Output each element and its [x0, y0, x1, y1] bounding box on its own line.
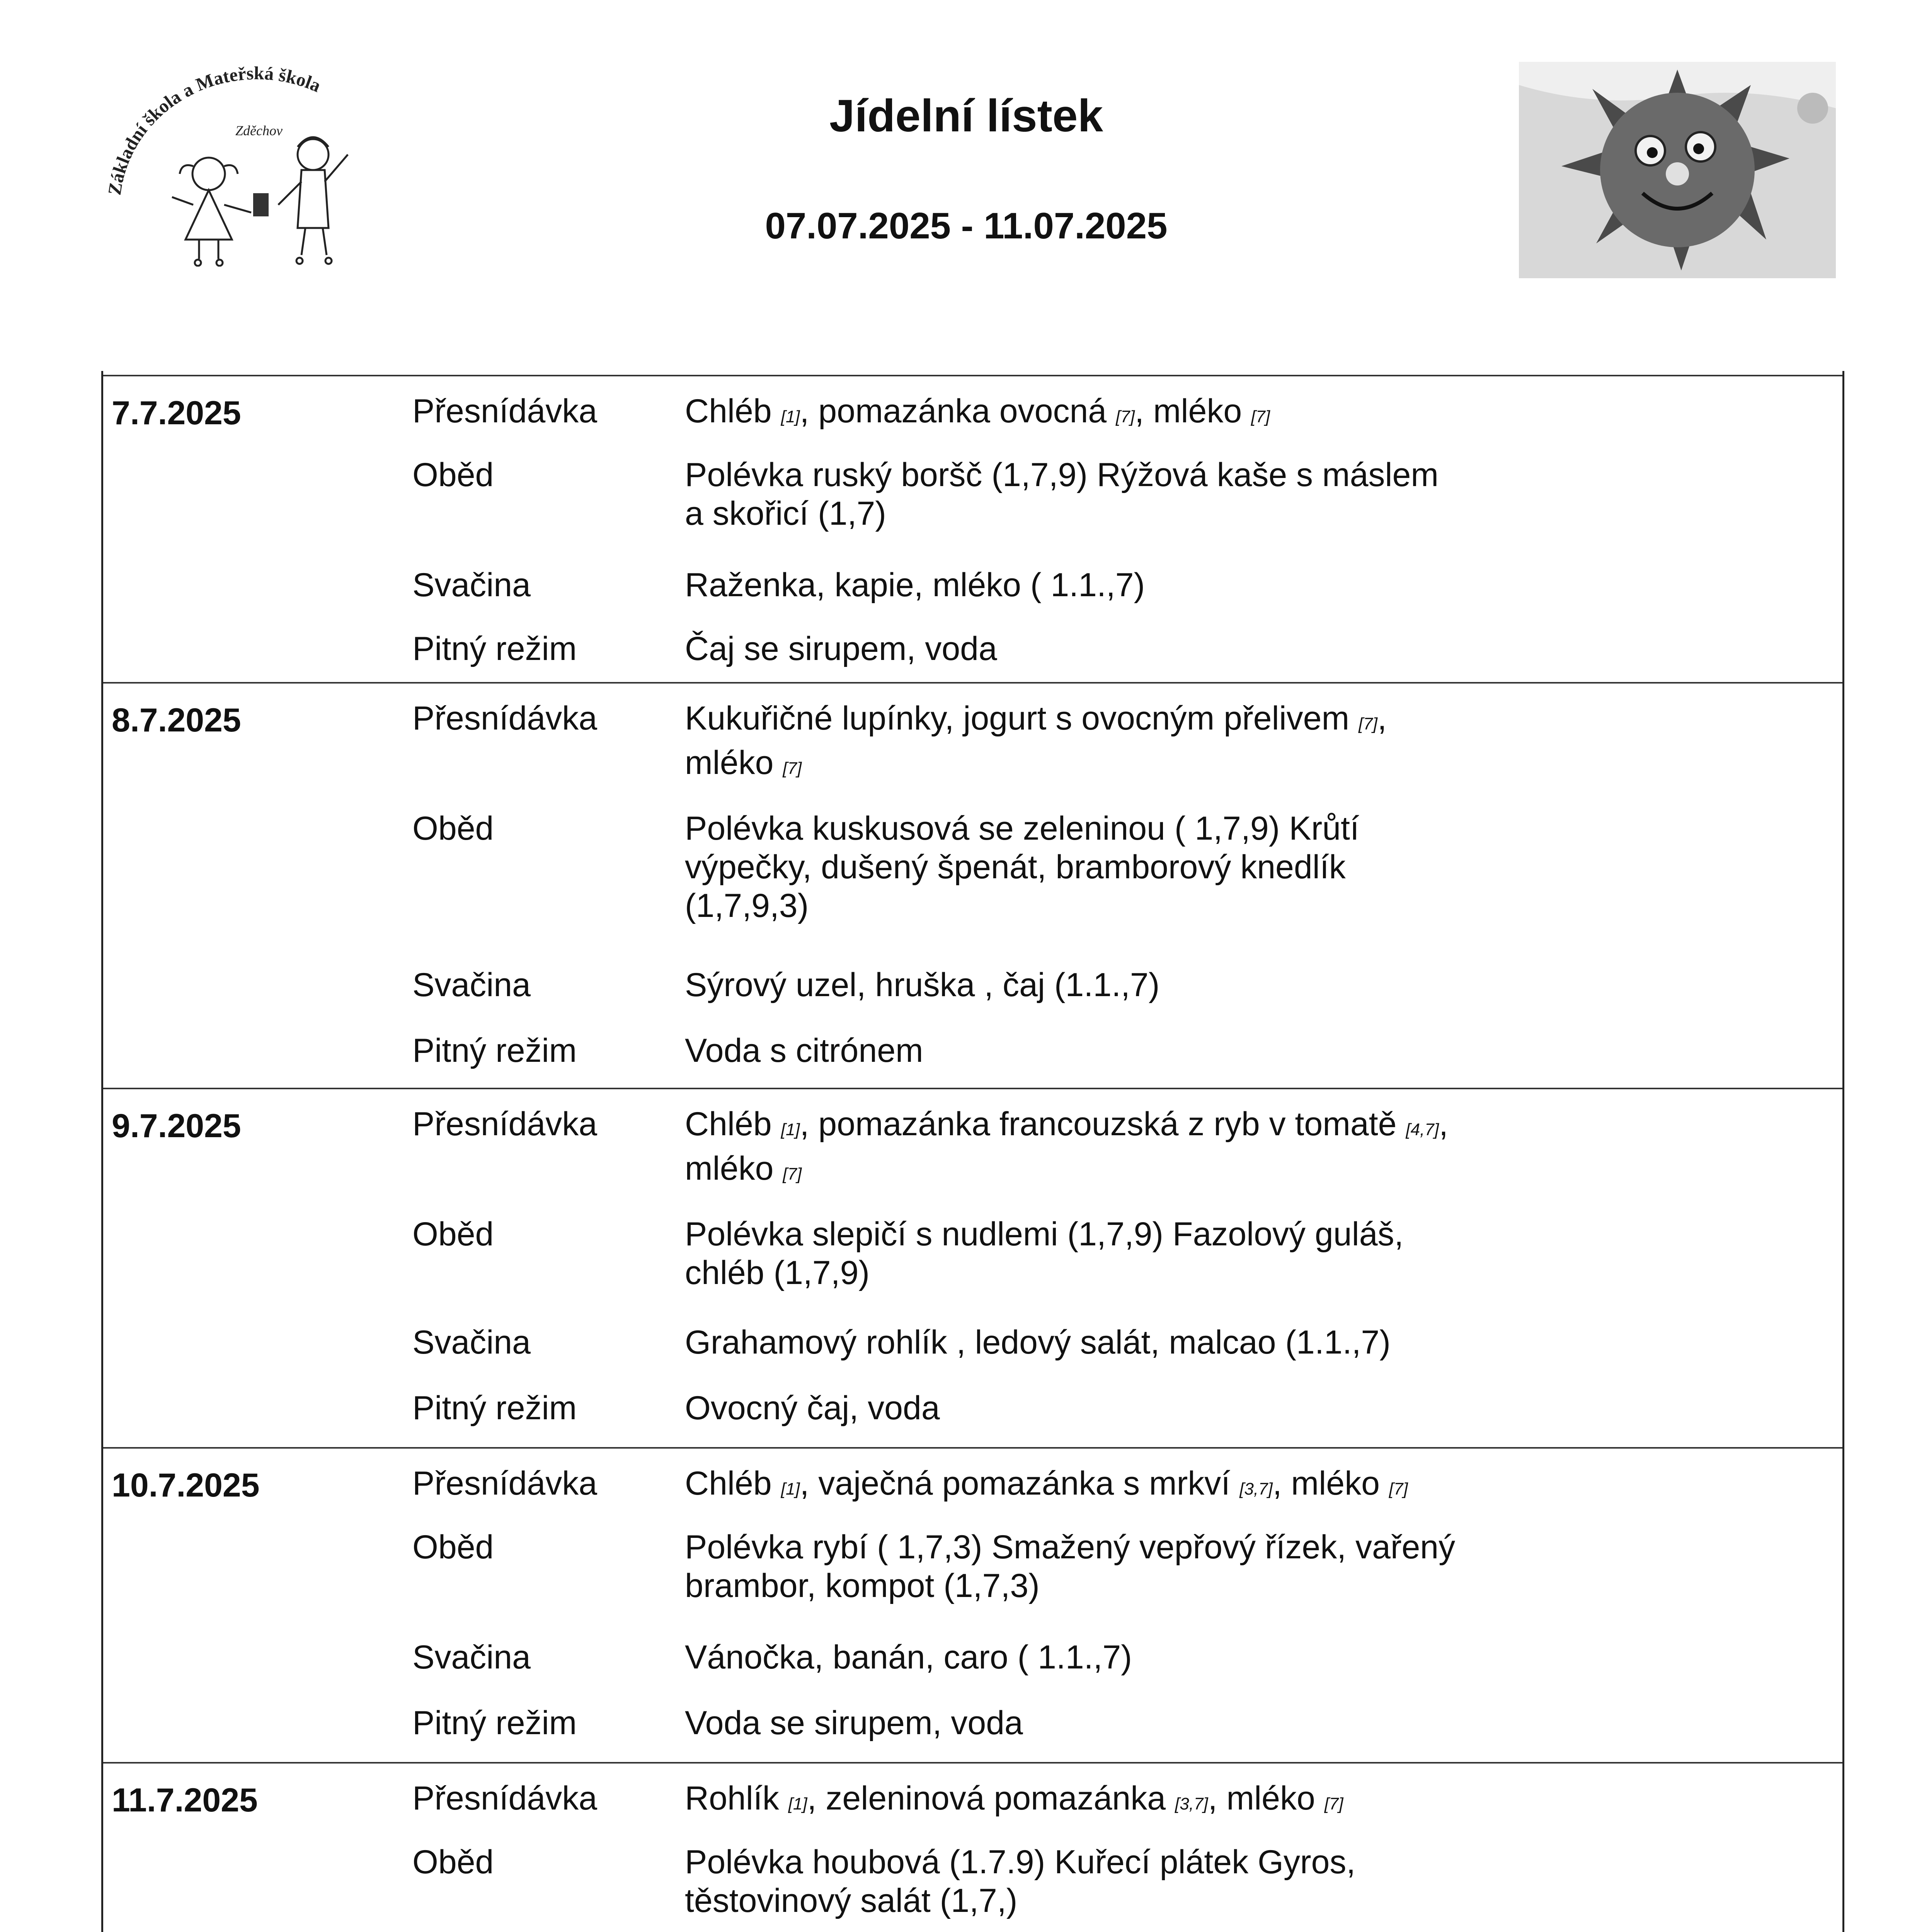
meal-description: Voda se sirupem, voda [685, 1704, 1023, 1742]
meal-description: Ovocný čaj, voda [685, 1389, 940, 1427]
book-icon [253, 193, 269, 216]
menu-table [101, 371, 1844, 1932]
meal-description: Raženka, kapie, mléko ( 1.1.,7) [685, 566, 1145, 604]
meal-name: Pitný režim [412, 1032, 577, 1069]
allergen-code: [7] [783, 1165, 802, 1184]
meal-description: Čaj se sirupem, voda [685, 630, 997, 667]
day-block [103, 1447, 1842, 1762]
meal-description: Polévka houbová (1.7.9) Kuřecí plátek Gyros, těstovinový salát (1,7,) [685, 1844, 1356, 1919]
sun-picture [1519, 62, 1836, 278]
girl-figure [172, 158, 251, 266]
meal-description: Grahamový rohlík , ledový salát, malcao (1.1.,7) [685, 1324, 1391, 1361]
allergen-code: [3,7] [1175, 1794, 1208, 1813]
day-block [103, 375, 1842, 682]
allergen-code: [3,7] [1239, 1480, 1273, 1498]
day-date: 7.7.2025 [112, 395, 241, 432]
meal-description: Polévka slepičí s nudlemi (1,7,9) Fazolový guláš, chléb (1,7,9) [685, 1216, 1404, 1291]
allergen-code: [1] [781, 1120, 800, 1139]
meal-description: Vánočka, banán, caro ( 1.1.,7) [685, 1639, 1132, 1676]
meal-name: Přesnídávka [412, 1465, 598, 1502]
allergen-code: [1] [781, 407, 800, 426]
allergen-code: [4,7] [1406, 1120, 1439, 1139]
page-title: Jídelní lístek [829, 90, 1103, 141]
day-date: 11.7.2025 [112, 1782, 258, 1819]
meal-name: Přesnídávka [412, 393, 598, 430]
sun-nose [1666, 162, 1689, 185]
meal-description: Voda s citrónem [685, 1032, 923, 1069]
meal-name: Přesnídávka [412, 1780, 598, 1817]
day-block [103, 1762, 1842, 1932]
meal-name: Pitný režim [412, 630, 577, 667]
meal-name: Oběd [412, 810, 494, 847]
meal-name: Svačina [412, 966, 531, 1003]
logo-arc-text: Základní škola a Mateřská škola [104, 63, 324, 197]
meal-description: Sýrový uzel, hruška , čaj (1.1.,7) [685, 966, 1160, 1003]
meal-description: Chléb [1], pomazánka francouzská z ryb v tomatě [4,7], mléko [7] [685, 1105, 1448, 1187]
allergen-code: [1] [788, 1794, 807, 1813]
meal-description: Polévka rybí ( 1,7,3) Smažený vepřový řízek, vařený brambor, kompot (1,7,3) [685, 1529, 1456, 1604]
meal-description: Kukuřičné lupínky, jogurt s ovocným přelivem [7], mléko [7] [685, 700, 1387, 781]
meal-name: Svačina [412, 566, 531, 604]
meal-name: Oběd [412, 1529, 494, 1566]
meal-description: Chléb [1], pomazánka ovocná [7], mléko [7] [685, 393, 1270, 430]
allergen-code: [7] [1116, 407, 1135, 426]
day-date: 10.7.2025 [112, 1467, 260, 1504]
meal-name: Přesnídávka [412, 1105, 598, 1143]
meal-name: Oběd [412, 456, 494, 493]
day-block [103, 682, 1842, 1088]
allergen-code: [7] [1251, 407, 1270, 426]
allergen-code: [7] [1359, 714, 1377, 733]
allergen-code: [7] [783, 759, 802, 778]
date-range: 07.07.2025 - 11.07.2025 [765, 205, 1168, 247]
meal-name: Oběd [412, 1216, 494, 1253]
meal-name: Svačina [412, 1324, 531, 1361]
meal-description: Rohlík [1], zeleninová pomazánka [3,7], mléko [7] [685, 1780, 1343, 1817]
school-logo [97, 58, 414, 267]
allergen-code: [7] [1324, 1794, 1343, 1813]
meal-description: Polévka ruský boršč (1,7,9) Rýžová kaše s máslem a skořicí (1,7) [685, 456, 1439, 532]
meal-name: Pitný režim [412, 1704, 577, 1742]
meal-name: Pitný režim [412, 1389, 577, 1427]
day-block [103, 1088, 1842, 1447]
meal-name: Přesnídávka [412, 700, 598, 737]
allergen-code: [1] [781, 1480, 800, 1498]
meal-description: Polévka kuskusová se zeleninou ( 1,7,9) Krůtí výpečky, dušený špenát, bramborový knedlík (1,7,9,3) [685, 810, 1359, 924]
day-date: 9.7.2025 [112, 1107, 241, 1145]
meal-description: Chléb [1], vaječná pomazánka s mrkví [3,7], mléko [7] [685, 1465, 1408, 1502]
boy-figure [278, 137, 348, 264]
logo-place-text: Zděchov [235, 123, 283, 138]
day-date: 8.7.2025 [112, 702, 241, 739]
allergen-code: [7] [1389, 1480, 1408, 1498]
meal-name: Oběd [412, 1844, 494, 1881]
meal-name: Svačina [412, 1639, 531, 1676]
